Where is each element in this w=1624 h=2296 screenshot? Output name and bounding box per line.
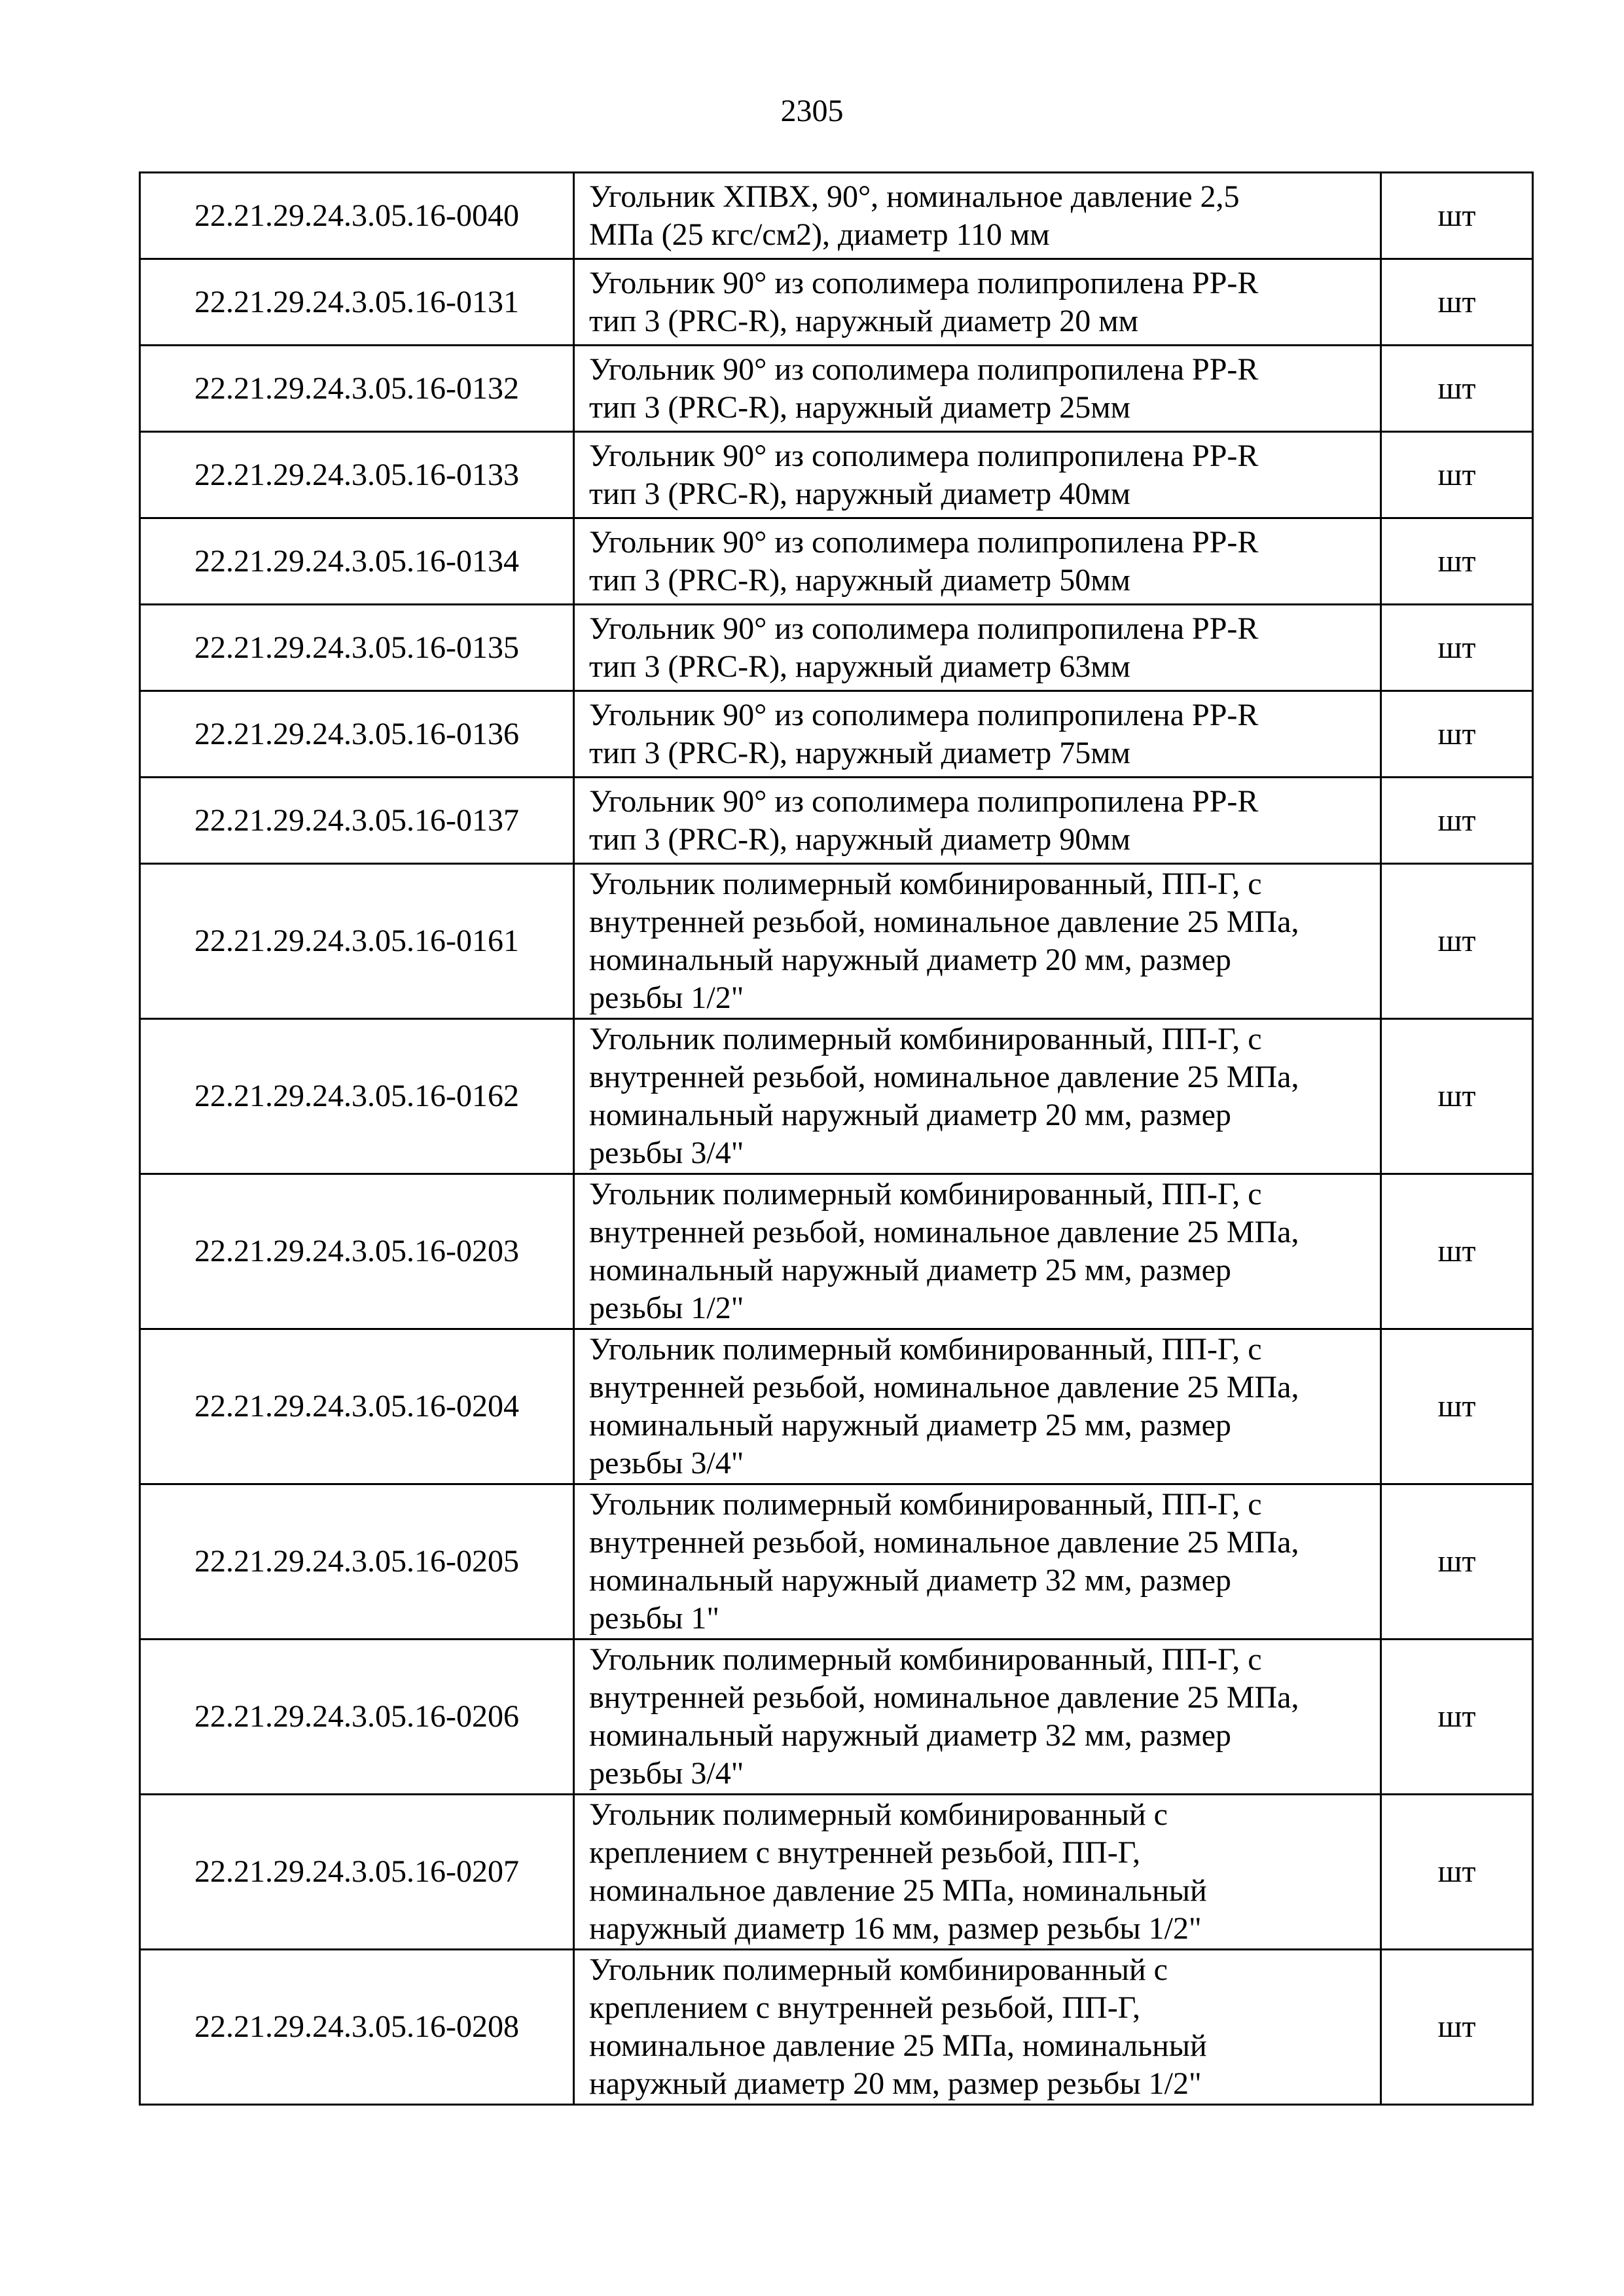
unit-of-measure: шт: [1381, 518, 1533, 605]
description-line: Угольник полимерный комбинированный, ПП-Г, с: [589, 1177, 1262, 1211]
resource-description: [574, 1950, 1381, 2105]
unit-of-measure: шт: [1381, 346, 1533, 432]
description-line: резьбы 3/4": [589, 1446, 744, 1480]
unit-of-measure: шт: [1381, 691, 1533, 778]
resource-description: [574, 1329, 1381, 1484]
unit-of-measure: шт: [1381, 432, 1533, 518]
table-row: [140, 691, 1533, 778]
resource-code: 22.21.29.24.3.05.16-0137: [140, 778, 574, 864]
unit-of-measure: шт: [1381, 1484, 1533, 1640]
table-row: [140, 778, 1533, 864]
description-line: Угольник полимерный комбинированный, ПП-Г, с: [589, 1487, 1262, 1522]
description-line: тип 3 (PRC-R), наружный диаметр 63мм: [589, 649, 1130, 684]
description-line: номинальный наружный диаметр 32 мм, размер: [589, 1563, 1231, 1598]
table-row: [140, 259, 1533, 346]
resource-description: [574, 346, 1381, 432]
description-line: Угольник 90° из сополимера полипропилена PP-R: [589, 438, 1259, 473]
table-row: [140, 518, 1533, 605]
resource-code: 22.21.29.24.3.05.16-0208: [140, 1950, 574, 2105]
table-row: [140, 605, 1533, 691]
resource-description: [574, 778, 1381, 864]
resource-description: [574, 1640, 1381, 1795]
description-line: тип 3 (PRC-R), наружный диаметр 50мм: [589, 562, 1130, 598]
description-line: тип 3 (PRC-R), наружный диаметр 25мм: [589, 389, 1130, 425]
unit-of-measure: шт: [1381, 1950, 1533, 2105]
resource-description: [574, 173, 1381, 259]
description-line: номинальный наружный диаметр 25 мм, размер: [589, 1408, 1231, 1443]
unit-of-measure: шт: [1381, 1795, 1533, 1950]
description-line: Угольник полимерный комбинированный с: [589, 1952, 1168, 1987]
unit-of-measure: шт: [1381, 1329, 1533, 1484]
unit-of-measure: шт: [1381, 1019, 1533, 1174]
unit-of-measure: шт: [1381, 1640, 1533, 1795]
resource-code: 22.21.29.24.3.05.16-0206: [140, 1640, 574, 1795]
description-line: Угольник 90° из сополимера полипропилена PP-R: [589, 265, 1259, 300]
resource-code: 22.21.29.24.3.05.16-0204: [140, 1329, 574, 1484]
resource-description: [574, 1795, 1381, 1950]
description-line: номинальный наружный диаметр 20 мм, размер: [589, 942, 1231, 977]
description-line: номинальный наружный диаметр 32 мм, размер: [589, 1718, 1231, 1753]
description-line: тип 3 (PRC-R), наружный диаметр 90мм: [589, 821, 1130, 857]
table-row: [140, 1484, 1533, 1640]
resource-code: 22.21.29.24.3.05.16-0135: [140, 605, 574, 691]
unit-of-measure: шт: [1381, 778, 1533, 864]
description-line: тип 3 (PRC-R), наружный диаметр 40мм: [589, 476, 1130, 511]
description-line: резьбы 1/2": [589, 980, 744, 1015]
description-line: номинальное давление 25 МПа, номинальный: [589, 1873, 1207, 1908]
description-line: внутренней резьбой, номинальное давление 25 МПа,: [589, 1215, 1299, 1249]
description-line: тип 3 (PRC-R), наружный диаметр 20 мм: [589, 303, 1138, 338]
page-number: 2305: [780, 94, 844, 128]
description-line: тип 3 (PRC-R), наружный диаметр 75мм: [589, 735, 1130, 770]
resource-code: 22.21.29.24.3.05.16-0161: [140, 864, 574, 1019]
table-row: [140, 432, 1533, 518]
resource-description: [574, 1484, 1381, 1640]
resource-code: 22.21.29.24.3.05.16-0205: [140, 1484, 574, 1640]
description-line: Угольник ХПВХ, 90°, номинальное давление 2,5: [589, 179, 1240, 214]
description-line: номинальный наружный диаметр 25 мм, размер: [589, 1253, 1231, 1287]
table-row: [140, 1950, 1533, 2105]
resource-table: [139, 171, 1534, 2106]
table-row: [140, 346, 1533, 432]
description-line: Угольник полимерный комбинированный с: [589, 1797, 1168, 1832]
resource-description: [574, 259, 1381, 346]
resource-description: [574, 864, 1381, 1019]
description-line: резьбы 3/4": [589, 1756, 744, 1791]
description-line: резьбы 3/4": [589, 1136, 744, 1170]
table-row: [140, 1174, 1533, 1329]
table-row: [140, 1329, 1533, 1484]
resource-description: [574, 691, 1381, 778]
description-line: Угольник 90° из сополимера полипропилена PP-R: [589, 697, 1259, 732]
description-line: номинальный наружный диаметр 20 мм, размер: [589, 1098, 1231, 1132]
description-line: наружный диаметр 16 мм, размер резьбы 1/2": [589, 1911, 1202, 1946]
resource-description: [574, 1019, 1381, 1174]
resource-code: 22.21.29.24.3.05.16-0132: [140, 346, 574, 432]
unit-of-measure: шт: [1381, 1174, 1533, 1329]
table-row: [140, 1795, 1533, 1950]
resource-code: 22.21.29.24.3.05.16-0136: [140, 691, 574, 778]
description-line: внутренней резьбой, номинальное давление 25 МПа,: [589, 1060, 1299, 1094]
table-row: [140, 173, 1533, 259]
resource-code: 22.21.29.24.3.05.16-0133: [140, 432, 574, 518]
resource-description: [574, 605, 1381, 691]
resource-description: [574, 432, 1381, 518]
unit-of-measure: шт: [1381, 605, 1533, 691]
description-line: Угольник 90° из сополимера полипропилена PP-R: [589, 783, 1259, 819]
resource-description: [574, 1174, 1381, 1329]
unit-of-measure: шт: [1381, 173, 1533, 259]
description-line: креплением с внутренней резьбой, ПП-Г,: [589, 1990, 1141, 2025]
description-line: Угольник 90° из сополимера полипропилена PP-R: [589, 524, 1259, 560]
description-line: наружный диаметр 20 мм, размер резьбы 1/2": [589, 2066, 1202, 2101]
description-line: Угольник полимерный комбинированный, ПП-Г, с: [589, 1022, 1262, 1056]
description-line: МПа (25 кгс/см2), диаметр 110 мм: [589, 217, 1050, 252]
description-line: Угольник полимерный комбинированный, ПП-Г, с: [589, 1332, 1262, 1367]
resource-code: 22.21.29.24.3.05.16-0131: [140, 259, 574, 346]
resource-code: 22.21.29.24.3.05.16-0207: [140, 1795, 574, 1950]
unit-of-measure: шт: [1381, 864, 1533, 1019]
description-line: Угольник полимерный комбинированный, ПП-Г, с: [589, 867, 1262, 901]
description-line: резьбы 1/2": [589, 1291, 744, 1325]
description-line: внутренней резьбой, номинальное давление 25 МПа,: [589, 1370, 1299, 1405]
description-line: Угольник 90° из сополимера полипропилена PP-R: [589, 611, 1259, 646]
table-body: [140, 173, 1533, 2105]
resource-code: 22.21.29.24.3.05.16-0162: [140, 1019, 574, 1174]
resource-description: [574, 518, 1381, 605]
resource-code: 22.21.29.24.3.05.16-0040: [140, 173, 574, 259]
table-row: [140, 1640, 1533, 1795]
description-line: внутренней резьбой, номинальное давление 25 МПа,: [589, 1525, 1299, 1560]
resource-code: 22.21.29.24.3.05.16-0203: [140, 1174, 574, 1329]
description-line: внутренней резьбой, номинальное давление 25 МПа,: [589, 1680, 1299, 1715]
description-line: креплением с внутренней резьбой, ПП-Г,: [589, 1835, 1141, 1870]
description-line: резьбы 1": [589, 1601, 720, 1636]
unit-of-measure: шт: [1381, 259, 1533, 346]
description-line: Угольник полимерный комбинированный, ПП-Г, с: [589, 1642, 1262, 1677]
description-line: номинальное давление 25 МПа, номинальный: [589, 2028, 1207, 2063]
table-row: [140, 864, 1533, 1019]
resource-code: 22.21.29.24.3.05.16-0134: [140, 518, 574, 605]
table-row: [140, 1019, 1533, 1174]
description-line: внутренней резьбой, номинальное давление 25 МПа,: [589, 905, 1299, 939]
description-line: Угольник 90° из сополимера полипропилена PP-R: [589, 351, 1259, 387]
